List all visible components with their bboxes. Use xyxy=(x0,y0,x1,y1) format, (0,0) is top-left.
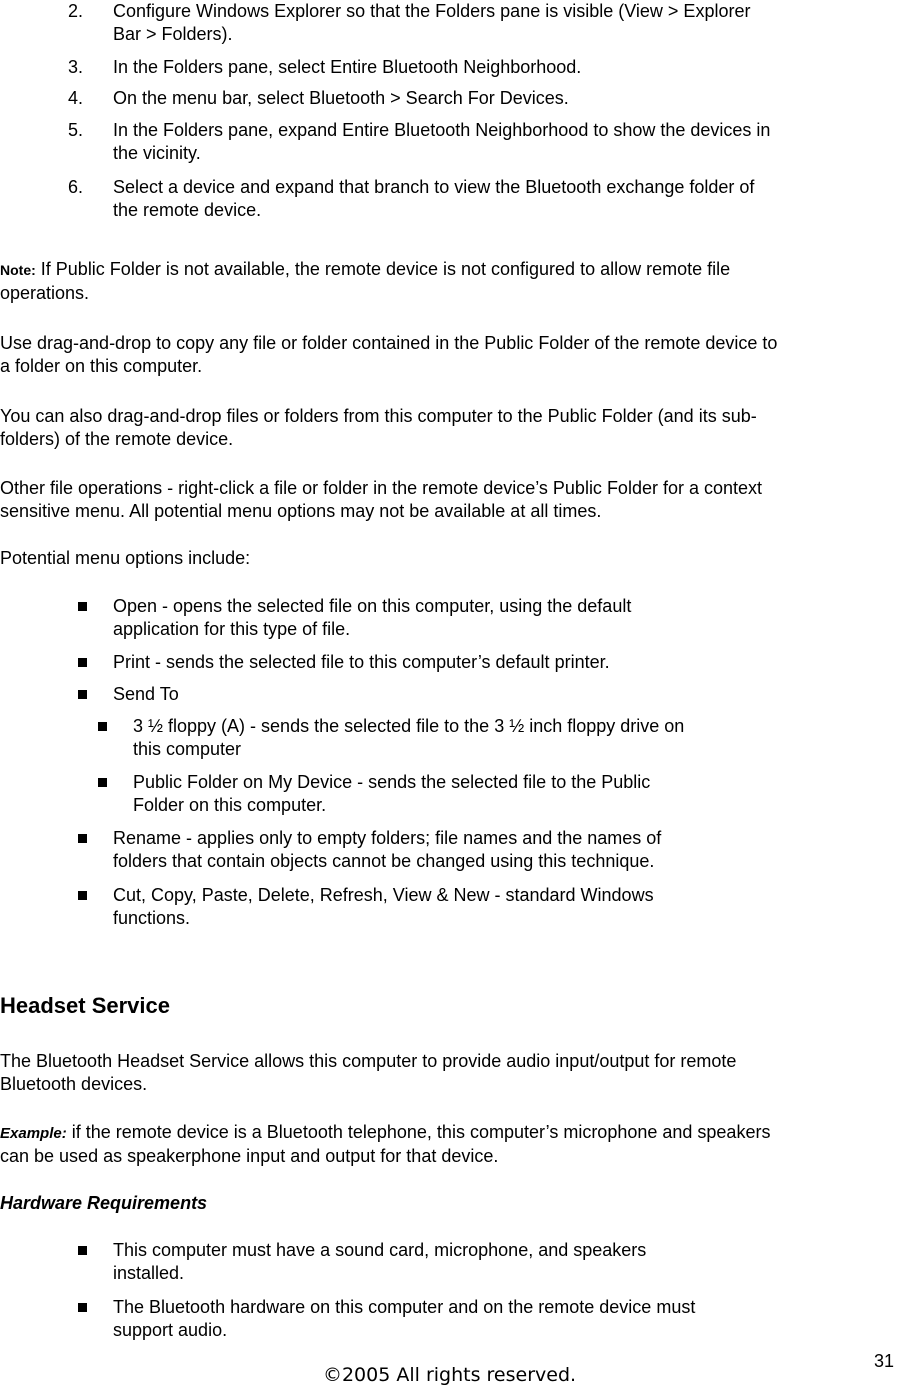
bullet-marker xyxy=(78,1246,87,1255)
option-floppy: 3 ½ floppy (A) - sends the selected file to the 3 ½ inch floppy drive on this computer xyxy=(133,716,685,759)
note-label: Note: xyxy=(0,262,36,278)
option-open: Open - opens the selected file on this computer, using the default application for this type of file. xyxy=(113,596,632,639)
step-number: 2. xyxy=(68,1,84,21)
step-number: 4. xyxy=(68,88,84,108)
paragraph-other-ops: Other file operations - right-click a file or folder in the remote device’s Public Folder for a context sensitive menu. All potential menu options may not be available at all times. xyxy=(0,478,763,521)
bullet-marker xyxy=(78,690,87,699)
example-text: if the remote device is a Bluetooth telephone, this computer’s microphone and speakers xyxy=(66,1122,771,1142)
note-text-cont: operations. xyxy=(0,283,90,303)
bullet-marker xyxy=(98,778,107,787)
step-text: On the menu bar, select Bluetooth > Search For Devices. xyxy=(113,88,569,108)
option-send-to: Send To xyxy=(113,684,179,704)
option-print: Print - sends the selected file to this computer’s default printer. xyxy=(113,652,610,672)
step-text: Configure Windows Explorer so that the Folders pane is visible (View > Explorer Bar > Folders). xyxy=(113,1,751,44)
requirement-item: The Bluetooth hardware on this computer and on the remote device must support audio. xyxy=(113,1297,696,1340)
requirement-item: This computer must have a sound card, microphone, and speakers installed. xyxy=(113,1240,647,1283)
step-text: In the Folders pane, expand Entire Bluetooth Neighborhood to show the devices in the vicinity. xyxy=(113,120,771,163)
option-public-folder: Public Folder on My Device - sends the selected file to the Public Folder on this computer. xyxy=(133,772,651,815)
example-label: Example: xyxy=(0,1125,67,1142)
bullet-marker xyxy=(78,834,87,843)
step-text: In the Folders pane, select Entire Bluetooth Neighborhood. xyxy=(113,57,582,77)
example-paragraph xyxy=(0,1121,899,1168)
note-text: If Public Folder is not available, the remote device is not configured to allow remote file xyxy=(35,259,731,279)
bullet-marker xyxy=(78,891,87,900)
paragraph-drag-copy: Use drag-and-drop to copy any file or folder contained in the Public Folder of the remote device to a folder on this computer. xyxy=(0,333,778,376)
page-number: 31 xyxy=(874,1351,895,1371)
bullet-marker xyxy=(78,1303,87,1312)
bullet-marker xyxy=(78,602,87,611)
subsection-heading: Hardware Requirements xyxy=(0,1193,208,1213)
step-text: Select a device and expand that branch to view the Bluetooth exchange folder of the remote device. xyxy=(113,177,755,220)
section-heading: Headset Service xyxy=(0,993,170,1018)
option-rename: Rename - applies only to empty folders; file names and the names of folders that contain objects cannot be changed using this technique. xyxy=(113,828,662,871)
headset-intro: The Bluetooth Headset Service allows this computer to provide audio input/output for remote Bluetooth devices. xyxy=(0,1051,737,1094)
option-cut-copy: Cut, Copy, Paste, Delete, Refresh, View & New - standard Windows functions. xyxy=(113,885,654,928)
copyright-footer: ©2005 All rights reserved. xyxy=(322,1364,577,1386)
step-number: 3. xyxy=(68,57,84,77)
paragraph-menu-intro: Potential menu options include: xyxy=(0,548,251,568)
step-number: 6. xyxy=(68,177,84,197)
note-paragraph xyxy=(0,258,899,305)
step-number: 5. xyxy=(68,120,84,140)
bullet-marker xyxy=(78,658,87,667)
bullet-marker xyxy=(98,722,107,731)
paragraph-drag-to-remote: You can also drag-and-drop files or folders from this computer to the Public Folder (and its sub- folders) of the remote device. xyxy=(0,406,757,449)
example-text-cont: can be used as speakerphone input and output for that device. xyxy=(0,1146,499,1166)
